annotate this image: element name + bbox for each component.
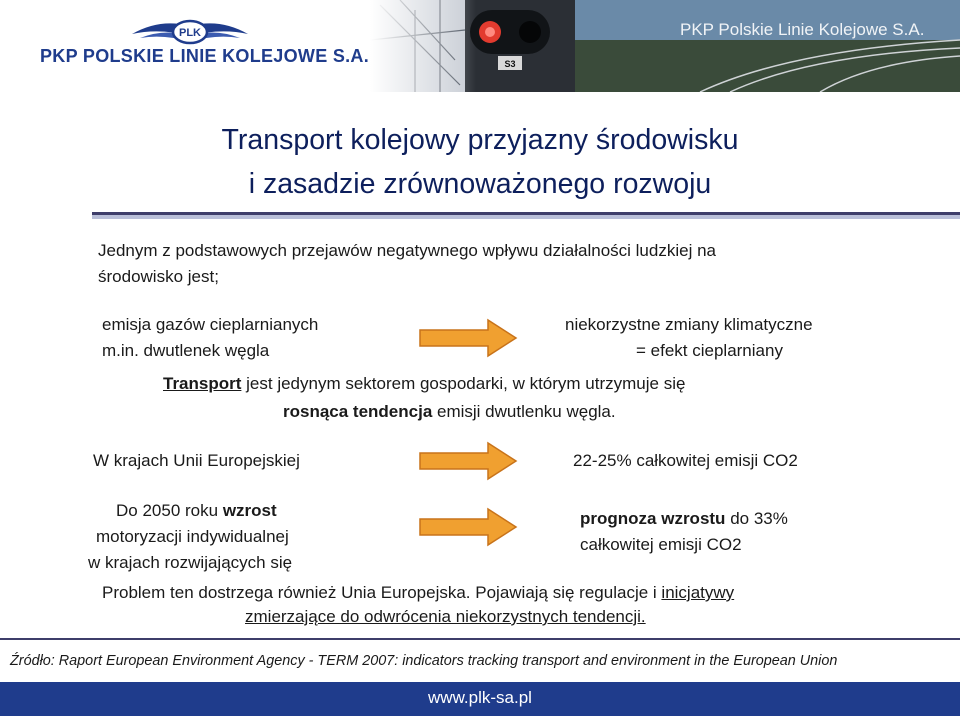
cause-line-2: m.in. dwutlenek węgla <box>102 341 270 360</box>
problem-line-1 <box>102 580 734 606</box>
arrow-right-icon <box>418 441 518 481</box>
intro-line-1: Jednym z podstawowych przejawów negatywnego wpływu działalności ludzkiej na <box>98 241 716 260</box>
problem-text: Problem ten dostrzega również Unia Europejska. Pojawiają się regulacje i <box>102 583 657 602</box>
photo-brand-text: PKP Polskie Linie Kolejowe S.A. <box>680 20 925 39</box>
title-line-2: i zasadzie zrównoważonego rozwoju <box>248 168 712 200</box>
arrow-right-icon <box>418 318 518 358</box>
transport-rest: jest jedynym sektorem gospodarki, w którym utrzymuje się <box>246 374 686 393</box>
title-line-1: Transport kolejowy przyjazny środowisku <box>221 124 739 156</box>
intro-line-2: środowisko jest; <box>98 267 219 286</box>
forecast-left-bold: wzrost <box>222 501 277 520</box>
cause-line-1: emisja gazów cieplarnianych <box>102 315 319 334</box>
eu-right: 22-25% całkowitej emisji CO2 <box>573 451 798 470</box>
transport-line-1 <box>163 371 685 397</box>
header-banner <box>0 0 960 92</box>
title-divider-shadow <box>92 215 960 219</box>
transport-line-2 <box>283 399 616 425</box>
source-note: Źródło: Raport European Environment Agency - TERM 2007: indicators tracking transport and environment in the European Union <box>10 653 838 669</box>
forecast-left-line-3: w krajach rozwijających się <box>88 553 293 572</box>
forecast-left-line-1 <box>116 498 277 524</box>
brand-name: PKP POLSKIE LINIE KOLEJOWE S.A. <box>40 46 370 66</box>
source-divider <box>0 638 960 640</box>
transport-word: Transport <box>163 374 242 393</box>
railway-signal-icon <box>460 0 560 80</box>
forecast-right-line-1 <box>580 506 788 532</box>
forecast-right-bold: prognoza wzrostu <box>580 509 726 528</box>
transport-bold-2: rosnąca tendencja <box>283 402 433 421</box>
transport-rest-2: emisji dwutlenku węgla. <box>437 402 616 421</box>
initiatives-link[interactable]: inicjatywy <box>661 583 735 602</box>
footer-bar <box>0 682 960 716</box>
forecast-right-rest: do 33% <box>730 509 788 528</box>
eu-left: W krajach Unii Europejskiej <box>93 451 300 470</box>
emblem-text: PLK <box>179 27 201 39</box>
slide-title <box>0 118 960 206</box>
header-photo <box>370 0 960 92</box>
forecast-right-line-2: całkowitej emisji CO2 <box>580 535 742 554</box>
effect-line-1: niekorzystne zmiany klimatyczne <box>565 315 813 334</box>
forecast-left-pre: Do 2050 roku <box>116 501 219 520</box>
effect-line-2: = efekt cieplarniany <box>636 341 783 360</box>
arrow-right-icon <box>418 507 518 547</box>
problem-line-2[interactable]: zmierzające do odwrócenia niekorzystnych tendencji. <box>245 607 646 626</box>
forecast-left-line-2: motoryzacji indywidualnej <box>96 527 289 546</box>
footer-url[interactable]: www.plk-sa.pl <box>428 688 532 707</box>
signal-plate: S3 <box>504 59 516 69</box>
